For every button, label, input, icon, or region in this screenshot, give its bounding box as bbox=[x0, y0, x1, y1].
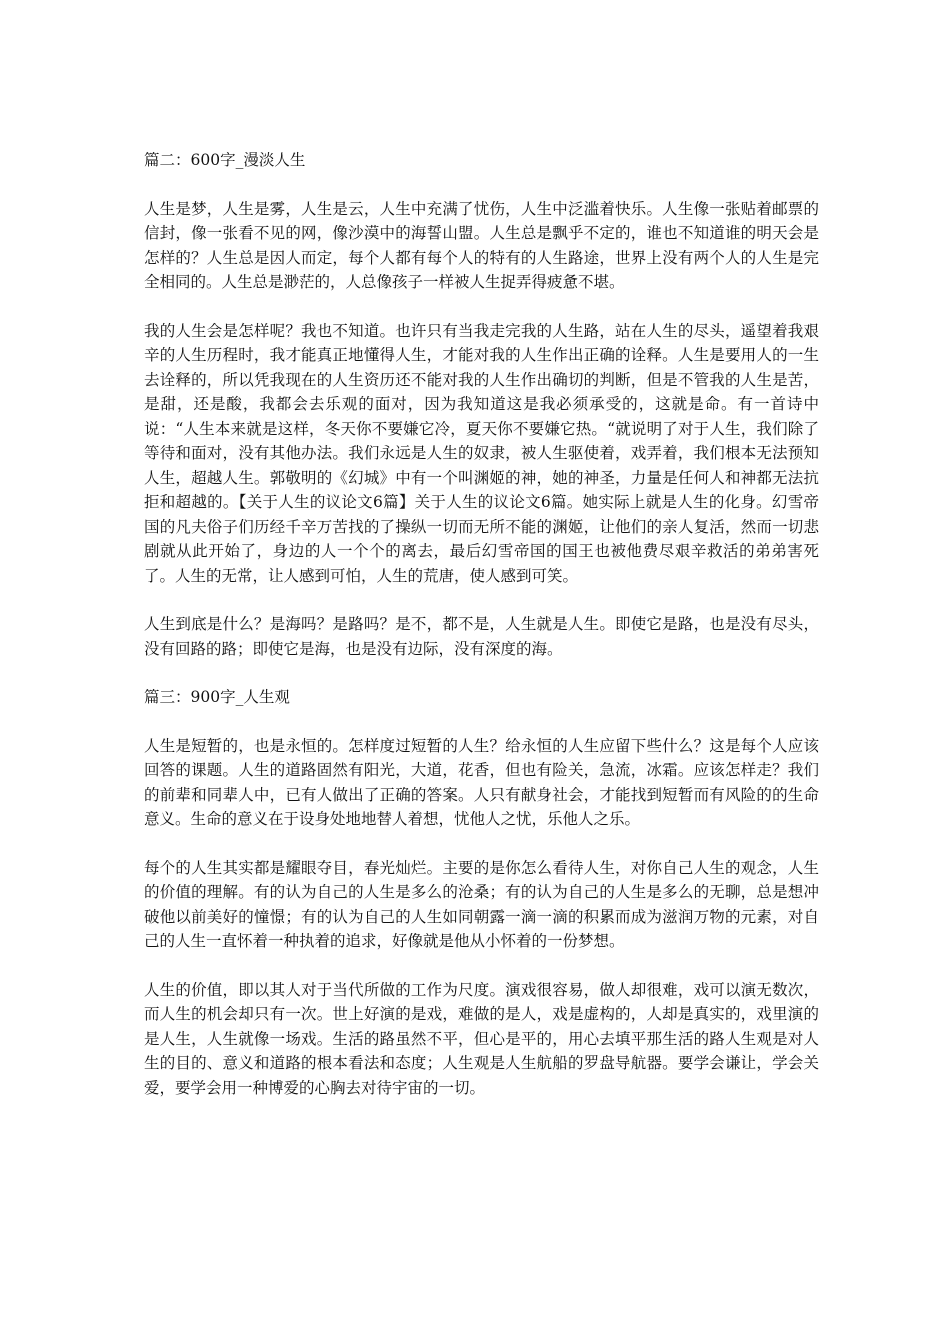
section-heading-3: 篇三：900字_人生观 bbox=[144, 688, 290, 706]
section-3-paragraph-1: 人生是短暂的，也是永恒的。怎样度过短暂的人生？给永恒的人生应留下些什么？这是每个人应该回答的课题。人生的道路固然有阳光，大道，花香，但也有险关，急流，冰霜。应该怎样走？我们的前辈和同辈人中，已有人做出了正确的答案。人只有献身社会，才能找到短暂而有风险的的生命意义。生命的意义在于设身处地地替人着想，忧他人之忧，乐他人之乐。 bbox=[144, 736, 819, 828]
section-2-paragraph-2: 我的人生会是怎样呢？我也不知道。也许只有当我走完我的人生路，站在人生的尽头，遥望着我艰辛的人生历程时，我才能真正地懂得人生，才能对我的人生作出正确的诠释。人生是要用人的一生去诠释的，所以凭我现在的人生资历还不能对我的人生作出确切的判断，但是不管我的人生是苦，是甜，还是酸，我都会去乐观的面对，因为我知道这是我必须承受的，这就是命。有一首诗中说：“人生本来就是这样，冬天你不要嫌它冷，夏天你不要嫌它热。“就说明了对于人生，我们除了等待和面对，没有其他办法。我们永远是人生的奴隶，被人生驱使着，戏弄着，我们根本无法预知人生，超越人生。郭敬明的《幻城》中有一个叫渊姬的神，她的神圣，力量是任何人和神都无法抗拒和超越的。【关于人生的议论文6篇】关于人生的议论文6篇。她实际上就是人生的化身。幻雪帝国的凡夫俗子们历经千辛万苦找的了操纵一切而无所不能的渊姬，让他们的亲人复活，然而一切悲剧就从此开始了，身边的人一个个的离去，最后幻雪帝国的国王也被他费尽艰辛救活的弟弟害死了。人生的无常，让人感到可怕，人生的荒唐，使人感到可笑。 bbox=[144, 321, 819, 585]
section-2-paragraph-1: 人生是梦，人生是雾，人生是云，人生中充满了忧伤，人生中泛滥着快乐。人生像一张贴着邮票的信封，像一张看不见的网，像沙漠中的海誓山盟。人生总是飘乎不定的，谁也不知道谁的明天会是怎样的？人生总是因人而定，每个人都有每个人的特有的人生路途，世界上没有两个人的人生是完全相同的。人生总是渺茫的，人总像孩子一样被人生捉弄得疲惫不堪。 bbox=[144, 199, 819, 291]
section-2-paragraph-3: 人生到底是什么？是海吗？是路吗？是不，都不是，人生就是人生。即使它是路，也是没有尽头，没有回路的路；即使它是海，也是没有边际，没有深度的海。 bbox=[144, 615, 819, 658]
section-heading-2: 篇二：600字_漫淡人生 bbox=[144, 151, 306, 169]
section-3-paragraph-3: 人生的价值，即以其人对于当代所做的工作为尺度。演戏很容易，做人却很难，戏可以演无数次，而人生的机会却只有一次。世上好演的是戏，难做的是人，戏是虚构的，人却是真实的，戏里演的是人生，人生就像一场戏。生活的路虽然不平，但心是平的，用心去填平那生活的路人生观是对人生的目的、意义和道路的根本看法和态度；人生观是人生航船的罗盘导航器。要学会谦让，学会关爱，要学会用一种博爱的心胸去对待宇宙的一切。 bbox=[144, 980, 819, 1097]
document-body bbox=[144, 148, 819, 1124]
section-3-paragraph-2: 每个的人生其实都是耀眼夺目，春光灿烂。主要的是你怎么看待人生，对你自己人生的观念，人生的价值的理解。有的认为自己的人生是多么的沧桑；有的认为自己的人生是多么的无聊，总是想冲破他以前美好的憧憬；有的认为自己的人生如同朝露一滴一滴的积累而成为滋润万物的元素，对自己的人生一直怀着一种执着的追求，好像就是他从小怀着的一份梦想。 bbox=[144, 858, 819, 950]
